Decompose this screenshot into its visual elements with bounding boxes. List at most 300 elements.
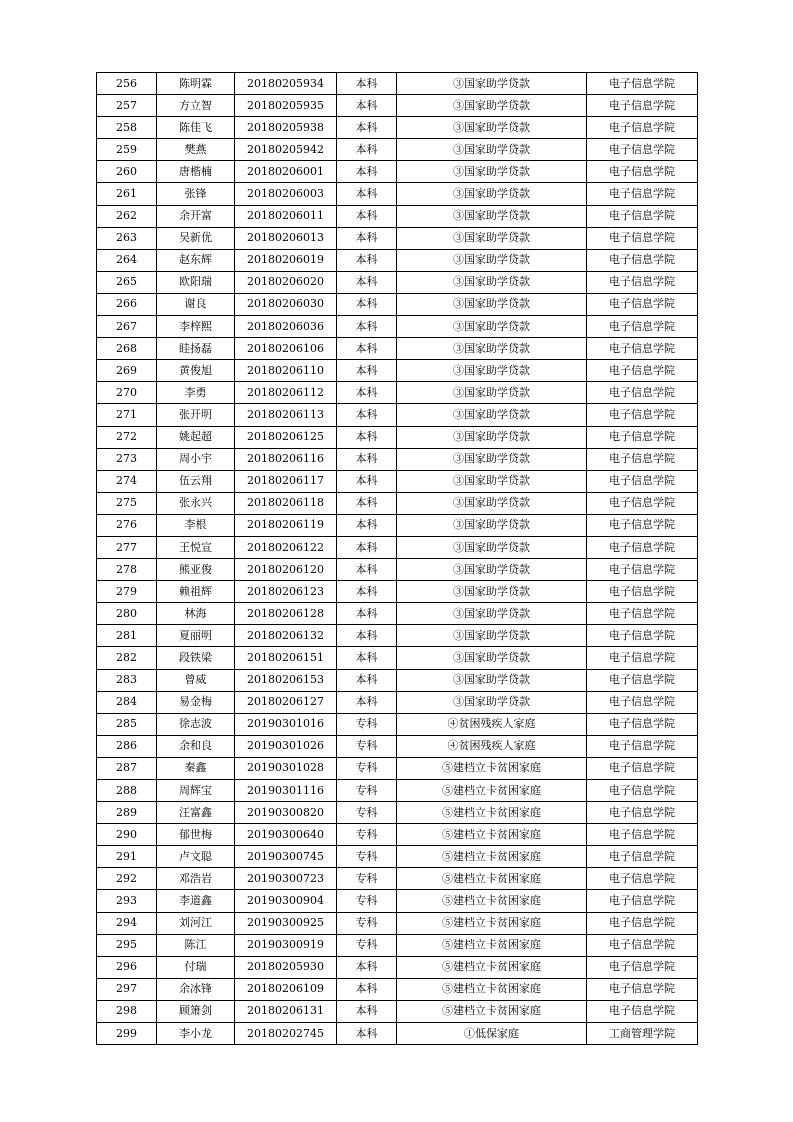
student-id-cell: 20180206117 bbox=[235, 470, 337, 492]
student-name-cell: 张永兴 bbox=[157, 492, 235, 514]
row-number-cell: 284 bbox=[97, 691, 157, 713]
education-level-cell: 本科 bbox=[337, 536, 397, 558]
department-cell: 电子信息学院 bbox=[587, 956, 698, 978]
education-level-cell: 本科 bbox=[337, 183, 397, 205]
education-level-cell: 本科 bbox=[337, 404, 397, 426]
aid-category-cell: ③国家助学贷款 bbox=[397, 338, 587, 360]
education-level-cell: 本科 bbox=[337, 625, 397, 647]
department-cell: 电子信息学院 bbox=[587, 404, 698, 426]
aid-category-cell: ③国家助学贷款 bbox=[397, 448, 587, 470]
education-level-cell: 专科 bbox=[337, 934, 397, 956]
table-row bbox=[97, 824, 698, 846]
education-level-cell: 本科 bbox=[337, 271, 397, 293]
department-cell: 电子信息学院 bbox=[587, 934, 698, 956]
student-id-cell: 20180206151 bbox=[235, 647, 337, 669]
table-row bbox=[97, 183, 698, 205]
table-row bbox=[97, 978, 698, 1000]
aid-category-cell: ⑤建档立卡贫困家庭 bbox=[397, 780, 587, 802]
education-level-cell: 专科 bbox=[337, 868, 397, 890]
table-row bbox=[97, 73, 698, 95]
row-number-cell: 290 bbox=[97, 824, 157, 846]
department-cell: 电子信息学院 bbox=[587, 824, 698, 846]
student-name-cell: 余开富 bbox=[157, 205, 235, 227]
student-name-cell: 樊燕 bbox=[157, 139, 235, 161]
row-number-cell: 294 bbox=[97, 912, 157, 934]
student-name-cell: 姚起超 bbox=[157, 426, 235, 448]
department-cell: 工商管理学院 bbox=[587, 1023, 698, 1045]
education-level-cell: 本科 bbox=[337, 227, 397, 249]
student-id-cell: 20180206122 bbox=[235, 536, 337, 558]
student-id-cell: 20190300723 bbox=[235, 868, 337, 890]
student-id-cell: 20180206128 bbox=[235, 603, 337, 625]
aid-category-cell: ⑤建档立卡贫困家庭 bbox=[397, 890, 587, 912]
student-name-cell: 付瑞 bbox=[157, 956, 235, 978]
row-number-cell: 267 bbox=[97, 316, 157, 338]
row-number-cell: 293 bbox=[97, 890, 157, 912]
student-name-cell: 夏丽明 bbox=[157, 625, 235, 647]
department-cell: 电子信息学院 bbox=[587, 161, 698, 183]
aid-category-cell: ⑤建档立卡贫困家庭 bbox=[397, 978, 587, 1000]
row-number-cell: 281 bbox=[97, 625, 157, 647]
education-level-cell: 本科 bbox=[337, 581, 397, 603]
aid-category-cell: ①低保家庭 bbox=[397, 1023, 587, 1045]
table-row bbox=[97, 470, 698, 492]
education-level-cell: 本科 bbox=[337, 382, 397, 404]
student-name-cell: 吴新优 bbox=[157, 227, 235, 249]
table-row bbox=[97, 492, 698, 514]
aid-category-cell: ⑤建档立卡贫困家庭 bbox=[397, 846, 587, 868]
row-number-cell: 296 bbox=[97, 956, 157, 978]
student-name-cell: 黄俊旭 bbox=[157, 360, 235, 382]
student-id-cell: 20180205935 bbox=[235, 95, 337, 117]
student-id-cell: 20190300925 bbox=[235, 912, 337, 934]
department-cell: 电子信息学院 bbox=[587, 492, 698, 514]
aid-category-cell: ⑤建档立卡贫困家庭 bbox=[397, 934, 587, 956]
student-id-cell: 20180206036 bbox=[235, 316, 337, 338]
student-name-cell: 秦鑫 bbox=[157, 757, 235, 779]
student-name-cell: 余冰锋 bbox=[157, 978, 235, 1000]
aid-category-cell: ③国家助学贷款 bbox=[397, 647, 587, 669]
aid-category-cell: ④贫困残疾人家庭 bbox=[397, 735, 587, 757]
department-cell: 电子信息学院 bbox=[587, 669, 698, 691]
row-number-cell: 269 bbox=[97, 360, 157, 382]
education-level-cell: 专科 bbox=[337, 846, 397, 868]
student-id-cell: 20190301116 bbox=[235, 780, 337, 802]
department-cell: 电子信息学院 bbox=[587, 581, 698, 603]
department-cell: 电子信息学院 bbox=[587, 890, 698, 912]
education-level-cell: 专科 bbox=[337, 912, 397, 934]
row-number-cell: 299 bbox=[97, 1023, 157, 1045]
department-cell: 电子信息学院 bbox=[587, 802, 698, 824]
row-number-cell: 264 bbox=[97, 249, 157, 271]
row-number-cell: 291 bbox=[97, 846, 157, 868]
aid-category-cell: ③国家助学贷款 bbox=[397, 117, 587, 139]
student-name-cell: 欧阳瑞 bbox=[157, 271, 235, 293]
student-name-cell: 邓浩岩 bbox=[157, 868, 235, 890]
table-row bbox=[97, 205, 698, 227]
education-level-cell: 本科 bbox=[337, 249, 397, 271]
table-row bbox=[97, 669, 698, 691]
row-number-cell: 266 bbox=[97, 293, 157, 315]
student-name-cell: 伍云翔 bbox=[157, 470, 235, 492]
row-number-cell: 272 bbox=[97, 426, 157, 448]
department-cell: 电子信息学院 bbox=[587, 227, 698, 249]
education-level-cell: 本科 bbox=[337, 647, 397, 669]
education-level-cell: 专科 bbox=[337, 802, 397, 824]
table-row bbox=[97, 271, 698, 293]
aid-category-cell: ③国家助学贷款 bbox=[397, 669, 587, 691]
education-level-cell: 本科 bbox=[337, 603, 397, 625]
row-number-cell: 256 bbox=[97, 73, 157, 95]
table-row bbox=[97, 448, 698, 470]
aid-category-cell: ③国家助学贷款 bbox=[397, 360, 587, 382]
row-number-cell: 297 bbox=[97, 978, 157, 1000]
student-name-cell: 余和良 bbox=[157, 735, 235, 757]
student-name-cell: 周辉宝 bbox=[157, 780, 235, 802]
student-name-cell: 段铁梁 bbox=[157, 647, 235, 669]
education-level-cell: 本科 bbox=[337, 514, 397, 536]
student-id-cell: 20180206127 bbox=[235, 691, 337, 713]
student-id-cell: 20180206153 bbox=[235, 669, 337, 691]
student-name-cell: 李勇 bbox=[157, 382, 235, 404]
table-row bbox=[97, 846, 698, 868]
aid-category-cell: ③国家助学贷款 bbox=[397, 271, 587, 293]
table-row bbox=[97, 1000, 698, 1022]
table-row bbox=[97, 625, 698, 647]
row-number-cell: 277 bbox=[97, 536, 157, 558]
department-cell: 电子信息学院 bbox=[587, 1000, 698, 1022]
aid-category-cell: ③国家助学贷款 bbox=[397, 404, 587, 426]
table-row bbox=[97, 382, 698, 404]
row-number-cell: 283 bbox=[97, 669, 157, 691]
table-row bbox=[97, 647, 698, 669]
student-name-cell: 李小龙 bbox=[157, 1023, 235, 1045]
education-level-cell: 本科 bbox=[337, 978, 397, 1000]
education-level-cell: 本科 bbox=[337, 1023, 397, 1045]
student-id-cell: 20180206109 bbox=[235, 978, 337, 1000]
row-number-cell: 258 bbox=[97, 117, 157, 139]
student-id-cell: 20180206119 bbox=[235, 514, 337, 536]
student-id-cell: 20180206113 bbox=[235, 404, 337, 426]
student-name-cell: 林海 bbox=[157, 603, 235, 625]
table-row bbox=[97, 404, 698, 426]
education-level-cell: 本科 bbox=[337, 161, 397, 183]
aid-category-cell: ③国家助学贷款 bbox=[397, 470, 587, 492]
aid-category-cell: ③国家助学贷款 bbox=[397, 95, 587, 117]
department-cell: 电子信息学院 bbox=[587, 139, 698, 161]
aid-category-cell: ③国家助学贷款 bbox=[397, 514, 587, 536]
student-name-cell: 李道鑫 bbox=[157, 890, 235, 912]
department-cell: 电子信息学院 bbox=[587, 559, 698, 581]
aid-category-cell: ⑤建档立卡贫困家庭 bbox=[397, 868, 587, 890]
student-name-cell: 李梓熙 bbox=[157, 316, 235, 338]
row-number-cell: 282 bbox=[97, 647, 157, 669]
aid-category-cell: ③国家助学贷款 bbox=[397, 581, 587, 603]
table-row bbox=[97, 802, 698, 824]
row-number-cell: 292 bbox=[97, 868, 157, 890]
student-id-cell: 20180206125 bbox=[235, 426, 337, 448]
education-level-cell: 本科 bbox=[337, 1000, 397, 1022]
education-level-cell: 本科 bbox=[337, 338, 397, 360]
student-id-cell: 20180206112 bbox=[235, 382, 337, 404]
row-number-cell: 263 bbox=[97, 227, 157, 249]
department-cell: 电子信息学院 bbox=[587, 780, 698, 802]
row-number-cell: 286 bbox=[97, 735, 157, 757]
aid-category-cell: ③国家助学贷款 bbox=[397, 73, 587, 95]
department-cell: 电子信息学院 bbox=[587, 448, 698, 470]
department-cell: 电子信息学院 bbox=[587, 757, 698, 779]
table-row bbox=[97, 338, 698, 360]
aid-category-cell: ③国家助学贷款 bbox=[397, 205, 587, 227]
aid-category-cell: ③国家助学贷款 bbox=[397, 625, 587, 647]
student-id-cell: 20180206120 bbox=[235, 559, 337, 581]
table-row bbox=[97, 536, 698, 558]
education-level-cell: 本科 bbox=[337, 316, 397, 338]
aid-category-cell: ⑤建档立卡贫困家庭 bbox=[397, 1000, 587, 1022]
student-id-cell: 20180202745 bbox=[235, 1023, 337, 1045]
student-name-cell: 陈明霖 bbox=[157, 73, 235, 95]
student-id-cell: 20180206132 bbox=[235, 625, 337, 647]
aid-category-cell: ③国家助学贷款 bbox=[397, 316, 587, 338]
student-name-cell: 汪富鑫 bbox=[157, 802, 235, 824]
student-id-cell: 20180206013 bbox=[235, 227, 337, 249]
row-number-cell: 279 bbox=[97, 581, 157, 603]
student-name-cell: 赖祖辉 bbox=[157, 581, 235, 603]
education-level-cell: 本科 bbox=[337, 205, 397, 227]
department-cell: 电子信息学院 bbox=[587, 470, 698, 492]
student-id-cell: 20190300745 bbox=[235, 846, 337, 868]
department-cell: 电子信息学院 bbox=[587, 625, 698, 647]
table-row bbox=[97, 95, 698, 117]
student-name-cell: 方立智 bbox=[157, 95, 235, 117]
table-row bbox=[97, 912, 698, 934]
student-name-cell: 徐志波 bbox=[157, 713, 235, 735]
aid-category-cell: ③国家助学贷款 bbox=[397, 161, 587, 183]
department-cell: 电子信息学院 bbox=[587, 647, 698, 669]
department-cell: 电子信息学院 bbox=[587, 536, 698, 558]
table-row bbox=[97, 934, 698, 956]
aid-category-cell: ③国家助学贷款 bbox=[397, 382, 587, 404]
student-name-cell: 王悦宣 bbox=[157, 536, 235, 558]
aid-category-cell: ③国家助学贷款 bbox=[397, 293, 587, 315]
education-level-cell: 本科 bbox=[337, 73, 397, 95]
table-row bbox=[97, 139, 698, 161]
department-cell: 电子信息学院 bbox=[587, 271, 698, 293]
student-id-cell: 20180205938 bbox=[235, 117, 337, 139]
row-number-cell: 289 bbox=[97, 802, 157, 824]
student-id-cell: 20180206131 bbox=[235, 1000, 337, 1022]
table-row bbox=[97, 161, 698, 183]
table-row bbox=[97, 735, 698, 757]
student-id-cell: 20180206116 bbox=[235, 448, 337, 470]
student-name-cell: 陈佳飞 bbox=[157, 117, 235, 139]
row-number-cell: 287 bbox=[97, 757, 157, 779]
student-id-cell: 20180206020 bbox=[235, 271, 337, 293]
student-id-cell: 20180206106 bbox=[235, 338, 337, 360]
aid-category-cell: ③国家助学贷款 bbox=[397, 603, 587, 625]
table-row bbox=[97, 691, 698, 713]
student-id-cell: 20180206118 bbox=[235, 492, 337, 514]
student-name-cell: 郁世梅 bbox=[157, 824, 235, 846]
student-id-cell: 20180205934 bbox=[235, 73, 337, 95]
education-level-cell: 专科 bbox=[337, 780, 397, 802]
student-id-cell: 20180206030 bbox=[235, 293, 337, 315]
student-name-cell: 李根 bbox=[157, 514, 235, 536]
row-number-cell: 278 bbox=[97, 559, 157, 581]
student-name-cell: 曾威 bbox=[157, 669, 235, 691]
education-level-cell: 本科 bbox=[337, 117, 397, 139]
student-name-cell: 眭扬磊 bbox=[157, 338, 235, 360]
row-number-cell: 257 bbox=[97, 95, 157, 117]
department-cell: 电子信息学院 bbox=[587, 691, 698, 713]
student-id-cell: 20190300820 bbox=[235, 802, 337, 824]
row-number-cell: 271 bbox=[97, 404, 157, 426]
table-row bbox=[97, 227, 698, 249]
department-cell: 电子信息学院 bbox=[587, 183, 698, 205]
student-name-cell: 谢良 bbox=[157, 293, 235, 315]
aid-category-cell: ③国家助学贷款 bbox=[397, 183, 587, 205]
aid-category-cell: ③国家助学贷款 bbox=[397, 139, 587, 161]
student-name-cell: 顾箫剑 bbox=[157, 1000, 235, 1022]
row-number-cell: 268 bbox=[97, 338, 157, 360]
education-level-cell: 本科 bbox=[337, 559, 397, 581]
aid-category-cell: ⑤建档立卡贫困家庭 bbox=[397, 912, 587, 934]
student-name-cell: 赵东辉 bbox=[157, 249, 235, 271]
department-cell: 电子信息学院 bbox=[587, 316, 698, 338]
table-row bbox=[97, 757, 698, 779]
table-row bbox=[97, 514, 698, 536]
student-name-cell: 张开明 bbox=[157, 404, 235, 426]
department-cell: 电子信息学院 bbox=[587, 912, 698, 934]
education-level-cell: 专科 bbox=[337, 713, 397, 735]
department-cell: 电子信息学院 bbox=[587, 360, 698, 382]
row-number-cell: 285 bbox=[97, 713, 157, 735]
education-level-cell: 本科 bbox=[337, 669, 397, 691]
education-level-cell: 本科 bbox=[337, 426, 397, 448]
aid-category-cell: ③国家助学贷款 bbox=[397, 559, 587, 581]
department-cell: 电子信息学院 bbox=[587, 713, 698, 735]
student-id-cell: 20190300904 bbox=[235, 890, 337, 912]
student-id-cell: 20180206011 bbox=[235, 205, 337, 227]
education-level-cell: 专科 bbox=[337, 757, 397, 779]
aid-category-cell: ③国家助学贷款 bbox=[397, 536, 587, 558]
aid-category-cell: ③国家助学贷款 bbox=[397, 492, 587, 514]
table-row bbox=[97, 713, 698, 735]
student-name-cell: 陈江 bbox=[157, 934, 235, 956]
department-cell: 电子信息学院 bbox=[587, 978, 698, 1000]
aid-category-cell: ④贫困残疾人家庭 bbox=[397, 713, 587, 735]
student-name-cell: 刘河江 bbox=[157, 912, 235, 934]
aid-category-cell: ③国家助学贷款 bbox=[397, 227, 587, 249]
table-row bbox=[97, 868, 698, 890]
department-cell: 电子信息学院 bbox=[587, 382, 698, 404]
row-number-cell: 275 bbox=[97, 492, 157, 514]
department-cell: 电子信息学院 bbox=[587, 293, 698, 315]
table-row bbox=[97, 559, 698, 581]
education-level-cell: 本科 bbox=[337, 139, 397, 161]
department-cell: 电子信息学院 bbox=[587, 846, 698, 868]
aid-category-cell: ③国家助学贷款 bbox=[397, 691, 587, 713]
student-id-cell: 20180205942 bbox=[235, 139, 337, 161]
student-id-cell: 20190300640 bbox=[235, 824, 337, 846]
department-cell: 电子信息学院 bbox=[587, 426, 698, 448]
aid-category-cell: ⑤建档立卡贫困家庭 bbox=[397, 757, 587, 779]
education-level-cell: 专科 bbox=[337, 735, 397, 757]
student-id-cell: 20180206019 bbox=[235, 249, 337, 271]
row-number-cell: 270 bbox=[97, 382, 157, 404]
education-level-cell: 本科 bbox=[337, 956, 397, 978]
department-cell: 电子信息学院 bbox=[587, 338, 698, 360]
table-row bbox=[97, 890, 698, 912]
row-number-cell: 262 bbox=[97, 205, 157, 227]
student-name-cell: 唐楷楠 bbox=[157, 161, 235, 183]
department-cell: 电子信息学院 bbox=[587, 95, 698, 117]
student-id-cell: 20190301028 bbox=[235, 757, 337, 779]
department-cell: 电子信息学院 bbox=[587, 117, 698, 139]
row-number-cell: 298 bbox=[97, 1000, 157, 1022]
row-number-cell: 273 bbox=[97, 448, 157, 470]
department-cell: 电子信息学院 bbox=[587, 735, 698, 757]
row-number-cell: 276 bbox=[97, 514, 157, 536]
student-name-cell: 熊亚俊 bbox=[157, 559, 235, 581]
student-roster-table bbox=[96, 72, 698, 1045]
department-cell: 电子信息学院 bbox=[587, 73, 698, 95]
row-number-cell: 265 bbox=[97, 271, 157, 293]
aid-category-cell: ⑤建档立卡贫困家庭 bbox=[397, 956, 587, 978]
student-name-cell: 易金梅 bbox=[157, 691, 235, 713]
student-name-cell: 周小宇 bbox=[157, 448, 235, 470]
roster-body bbox=[97, 73, 698, 1045]
row-number-cell: 295 bbox=[97, 934, 157, 956]
student-id-cell: 20180206001 bbox=[235, 161, 337, 183]
education-level-cell: 本科 bbox=[337, 293, 397, 315]
table-row bbox=[97, 780, 698, 802]
table-row bbox=[97, 117, 698, 139]
table-row bbox=[97, 293, 698, 315]
aid-category-cell: ⑤建档立卡贫困家庭 bbox=[397, 802, 587, 824]
education-level-cell: 本科 bbox=[337, 448, 397, 470]
student-id-cell: 20190300919 bbox=[235, 934, 337, 956]
row-number-cell: 259 bbox=[97, 139, 157, 161]
student-id-cell: 20180206110 bbox=[235, 360, 337, 382]
row-number-cell: 274 bbox=[97, 470, 157, 492]
table-row bbox=[97, 956, 698, 978]
row-number-cell: 261 bbox=[97, 183, 157, 205]
education-level-cell: 本科 bbox=[337, 492, 397, 514]
education-level-cell: 本科 bbox=[337, 360, 397, 382]
education-level-cell: 本科 bbox=[337, 95, 397, 117]
education-level-cell: 专科 bbox=[337, 890, 397, 912]
education-level-cell: 本科 bbox=[337, 470, 397, 492]
aid-category-cell: ③国家助学贷款 bbox=[397, 249, 587, 271]
student-id-cell: 20180206123 bbox=[235, 581, 337, 603]
department-cell: 电子信息学院 bbox=[587, 205, 698, 227]
table-row bbox=[97, 581, 698, 603]
student-id-cell: 20190301016 bbox=[235, 713, 337, 735]
student-name-cell: 张锋 bbox=[157, 183, 235, 205]
table-row bbox=[97, 603, 698, 625]
department-cell: 电子信息学院 bbox=[587, 514, 698, 536]
aid-category-cell: ⑤建档立卡贫困家庭 bbox=[397, 824, 587, 846]
student-id-cell: 20180206003 bbox=[235, 183, 337, 205]
row-number-cell: 288 bbox=[97, 780, 157, 802]
student-name-cell: 卢文聪 bbox=[157, 846, 235, 868]
education-level-cell: 专科 bbox=[337, 824, 397, 846]
education-level-cell: 本科 bbox=[337, 691, 397, 713]
table-row bbox=[97, 1023, 698, 1045]
student-id-cell: 20180205930 bbox=[235, 956, 337, 978]
row-number-cell: 260 bbox=[97, 161, 157, 183]
